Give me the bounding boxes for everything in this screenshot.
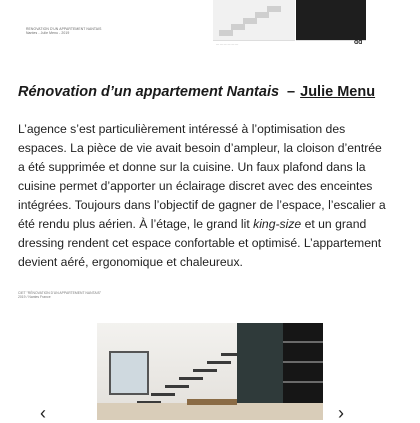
project-caption	[26, 27, 106, 35]
carousel-prev-icon[interactable]: ‹	[40, 403, 46, 423]
thumbnail-dark-room[interactable]	[296, 0, 366, 41]
thumbnail-caption: — — — — — —	[216, 42, 239, 46]
paragraph-emphasis: king-size	[253, 217, 302, 231]
title-separator: –	[287, 84, 296, 100]
project-caption-line: RENOVATION D'UN APPARTEMENT NANTAIS	[26, 27, 102, 31]
paragraph-text: et un grand dressing rendent cet espace confortable et optimisé. L’appartement devient aéré, ergonomique et chaleureux.	[18, 217, 382, 269]
carousel-image[interactable]	[97, 323, 323, 420]
image-caption-line: 2019 / Nantes France	[18, 295, 51, 300]
article-paragraph	[18, 120, 390, 272]
image-caption	[18, 291, 138, 300]
thumbnail-staircase[interactable]	[213, 0, 295, 41]
image-caption-line: CIET "RÉNOVATION D'UN APPARTEMENT NANTAIS"	[18, 291, 102, 295]
carousel-next-icon[interactable]: ›	[338, 403, 344, 423]
header-strip	[0, 0, 420, 60]
project-caption-line: Nantes - Julie Menu - 2019	[26, 31, 70, 36]
render-floor	[97, 403, 323, 420]
paragraph-text: L’agence s’est particulièrement intéressé à l’optimisation des espaces. La pièce de vie avait besoin d’ampleur, la cloison d’entrée a été supprimée et donne sur la cuisine. Un faux plafond dans la cuisine permet d’apporter un éclairage discret avec des enceintes intégrées. Toujours dans l’objectif de gagner de l’espace, l’escalier a été rendu plus aérien. À l’étage, le grand lit	[18, 122, 386, 231]
brand-logo: ᗡᗡ	[354, 40, 363, 46]
article-title: Rénovation d’un appartement Nantais	[18, 84, 280, 100]
render-table	[187, 399, 237, 405]
author-link[interactable]: Julie Menu	[300, 84, 376, 100]
article-heading	[18, 84, 375, 100]
